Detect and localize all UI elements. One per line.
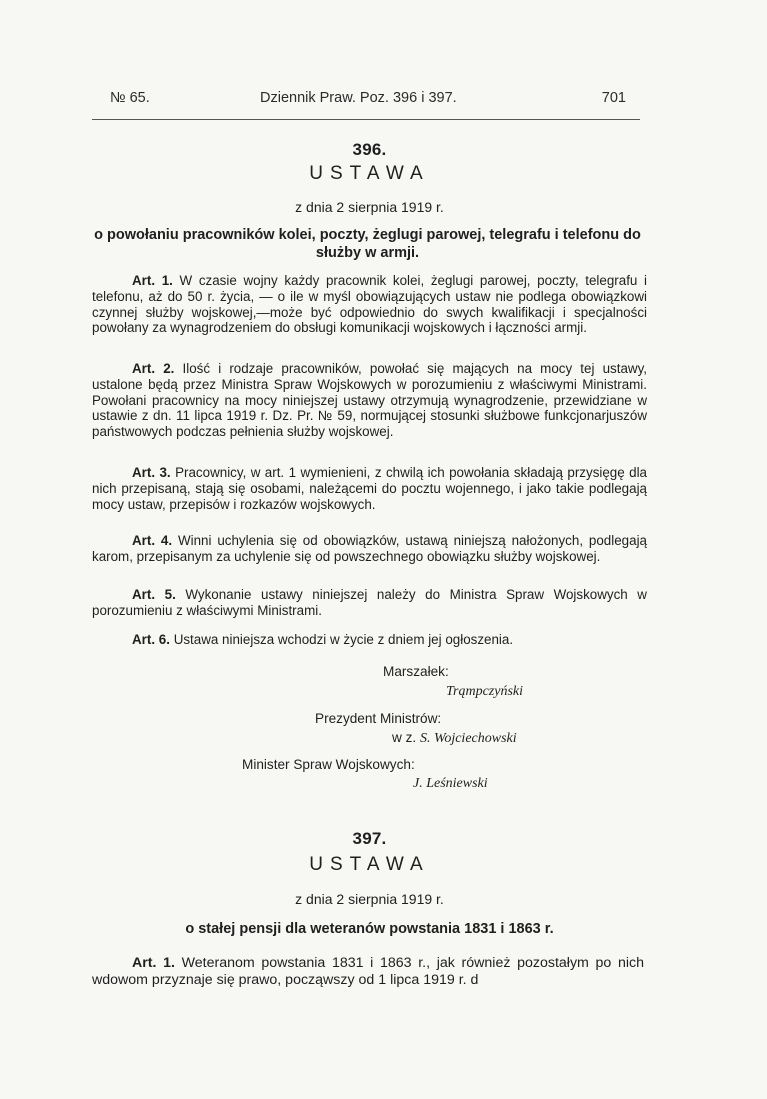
- mil-title: Minister Spraw Wojskowych:: [242, 757, 415, 772]
- article-text: Winni uchylenia się od obowiązków, ustawą niniejszą nałożonych, podlegają karom, przepisanym za uchylenie się od powszechnego obowiązku służby wojskowej.: [92, 533, 647, 564]
- act-396-number: 396.: [352, 140, 387, 159]
- act-397-date: z dnia 2 sierpnia 1919 r.: [295, 891, 444, 907]
- act-396-article-1: [92, 273, 647, 336]
- issue-number: № 65.: [110, 90, 150, 106]
- act-396-article-5: [92, 587, 647, 619]
- act-396-article-6: [92, 632, 647, 648]
- act-397-article-1: [92, 955, 644, 989]
- article-text: Ustawa niniejsza wchodzi w życie z dniem jej ogłoszenia.: [173, 632, 514, 647]
- marshal-title: Marszałek:: [383, 664, 449, 679]
- pm-signature: S. Wojciechowski: [419, 731, 517, 746]
- page-header: [110, 90, 630, 110]
- mil-signature: J. Leśniewski: [413, 776, 488, 791]
- pm-prefix: w z.: [392, 730, 417, 745]
- journal-title: Dziennik Praw. Poz. 396 i 397.: [260, 90, 457, 106]
- article-text: Ilość i rodzaje pracowników, powołać się mających na mocy tej ustawy, ustalone będą przez Ministra Spraw Wojskowych w porozumieniu z właściwymi Ministrami. Powołani pracownicy na mocy niniejszej ustawy otrzymują wynagrodzenie, przewidziane w ustawie z dn. 11 lipca 1919 r. Dz. Pr. № 59, normującej stosunki służbowe funkcjonarjuszów państwowych podczas pełnienia służby wojskowej.: [92, 361, 647, 440]
- marshal-signature: Trąmpczyński: [446, 684, 523, 699]
- header-rule: [92, 119, 640, 120]
- article-text: Weteranom powstania 1831 i 1863 r., jak również pozostałym po nich wdowom przyznaje się prawo, począwszy od 1 lipca 1919 r. d: [92, 955, 645, 988]
- act-397-subject: o stałej pensji dla weteranów powstania 1831 i 1863 r.: [185, 921, 554, 937]
- act-396-subject: o powołaniu pracowników kolei, poczty, żeglugi parowej, telegrafu i telefonu do służby w armji.: [94, 227, 641, 261]
- article-label: Art. 1.: [132, 273, 173, 288]
- act-396-article-3: [92, 465, 647, 512]
- pm-title: Prezydent Ministrów:: [315, 711, 442, 726]
- act-396-article-2: [92, 361, 647, 440]
- article-text: Wykonanie ustawy niniejszej należy do Ministra Spraw Wojskowych w porozumieniu z właściwymi Ministrami.: [92, 587, 647, 618]
- act-397-number: 397.: [352, 829, 387, 848]
- act-396-article-4: [92, 533, 647, 565]
- article-text: W czasie wojny każdy pracownik kolei, żeglugi parowej, poczty, telegrafu i telefonu, aż do 50 r. życia, — o ile w myśl obowiązujących ustaw nie podlega obowiązkowi czynnej służby wojskowej,—może być odpowiednio do swych kwalifikacji i specjalności powołany za wynagrodzeniem do obsługi komunikacji wojskowych i łączności armji.: [92, 273, 647, 336]
- pm-signature-line: [392, 730, 517, 747]
- act-396-type: USTAWA: [309, 163, 430, 184]
- article-label: Art. 1.: [132, 955, 175, 971]
- article-label: Art. 2.: [132, 361, 175, 376]
- article-text: Pracownicy, w art. 1 wymienieni, z chwilą ich powołania składają przysięgę dla nich przepisaną, stają się osobami, należącemi do pocztu wojennego, i jako takie podlegają mocy ustaw, przepisów i rozkazów wojskowych.: [92, 465, 647, 512]
- article-label: Art. 6.: [132, 632, 170, 647]
- page-number: 701: [601, 90, 626, 106]
- article-label: Art. 5.: [132, 587, 176, 602]
- article-label: Art. 3.: [132, 465, 171, 480]
- act-397-type: USTAWA: [309, 854, 430, 875]
- article-label: Art. 4.: [132, 533, 173, 548]
- act-396-date: z dnia 2 sierpnia 1919 r.: [295, 199, 444, 215]
